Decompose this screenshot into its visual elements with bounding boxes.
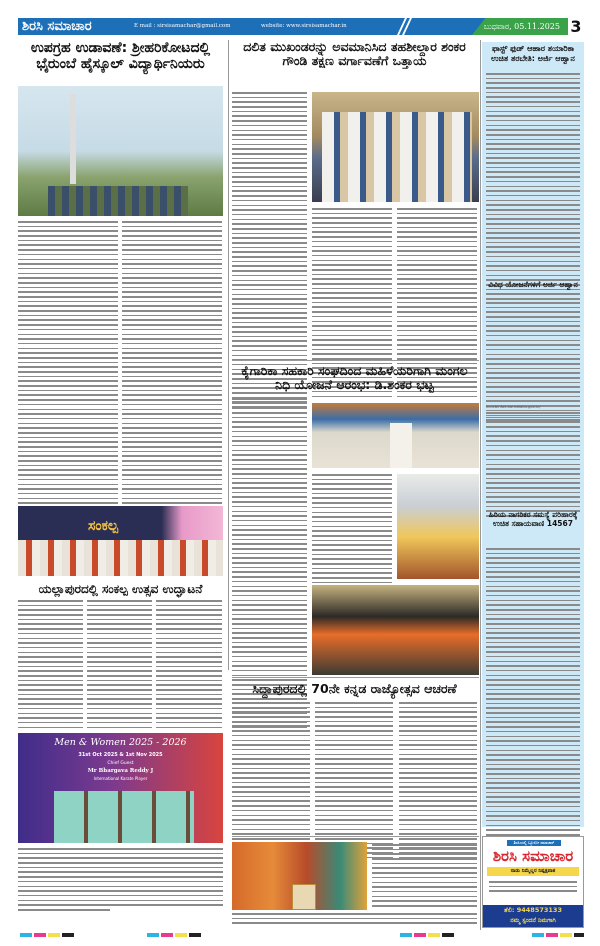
newspaper-ad [482,836,584,928]
article-body [372,844,477,910]
article-body [315,702,393,861]
article-body [87,600,152,731]
masthead [18,18,584,35]
ad-slogan: ನಮ್ಮ ಸ್ಪಂದನೆ ನಿಮಗಾಗಿ [510,917,556,924]
article-body [122,221,222,549]
reg-yellow [175,933,187,937]
reg-black [62,933,74,937]
sankalpa-banner-text: ಸಂಕಲ್ಪ [88,518,119,534]
page-number: 3 [568,18,584,35]
photo-students-launch [18,86,223,216]
reg-black [442,933,454,937]
article-body [232,702,310,861]
reg-yellow [560,933,572,937]
photo-cooperative-group [312,585,479,675]
sidebar-headline-fastfood[interactable]: ಫಾಸ್ಟ್ ಫುಡ್ ಆಹಾರ ತಯಾರಿಕಾ ಉಚಿತ ತರಬೇತಿ: ಅರ್ಜಿ ಆಹ್ವಾನ [491,44,575,63]
article-body [156,600,222,731]
website-link[interactable]: website: www.sirsisamachar.in [261,23,347,29]
reg-black [189,933,201,937]
newspaper-title: ಶಿರಸಿ ಸಮಾಚಾರ [22,19,92,34]
sidebar-body [486,412,580,520]
reg-magenta [414,933,426,937]
headline-mangala-nidhi[interactable]: ಕೈಗಾರಿಕಾ ಸಹಕಾರಿ ಸಂಘದಿಂದ ಮಹಿಳೆಯರಿಗಾಗಿ ಮಂಗಲ ನಿಧಿ ಯೋಜನೆ ಆರಂಭ: ಡಿ.ಶಂಕರ ಭಟ್ಟ [241,363,468,393]
photo-sankalpa-festival [18,506,223,576]
photo-dalit-delegation [312,92,479,202]
section-divider [232,360,479,361]
sidebar-body [486,73,580,307]
article-body [399,702,477,861]
headline-sankalpa[interactable]: ಯಲ್ಲಾಪುರದಲ್ಲಿ ಸಂಕಲ್ಪ ಉತ್ಸವ ಉದ್ಘಾಟನೆ [38,582,203,596]
column-divider [480,40,481,930]
article-body [18,600,83,731]
headline-rajyotsava[interactable]: ಸಿದ್ದಾಪುರದಲ್ಲಿ 70ನೇ ಕನ್ನಡ ರಾಜ್ಯೋತ್ಸವ ಆಚರಣೆ [252,681,457,696]
issue-date: ಬುಧವಾರ, 05.11.2025 [483,22,560,31]
sidebar-headline-schemes[interactable]: ವಿವಿಧ ಯೋಜನೆಗಳಿಗೆ ಅರ್ಜಿ ಆಹ್ವಾನ [488,280,578,289]
karate-banner-title: Men & Women 2025 - 2026 [54,737,187,748]
ad-top-label: ಶಿರಸಿಯಲ್ಲಿ ಬ್ಯೂರೋ ಸಮಾಚಾರ್ [507,840,561,846]
headline-dalit-leaders[interactable]: ದಲಿತ ಮುಖಂಡರನ್ನು ಅವಮಾನಿಸಿದ ತಹಶೀಲ್ದಾರ ಶಂಕರ ಗೌಂಡಿ ತಕ್ಷಣ ವರ್ಗಾವಣೆಗೆ ಒತ್ತಾಯ [243,39,466,69]
reg-magenta [546,933,558,937]
karate-banner-guest-name: Mr Bhargava Reddy J [87,768,154,774]
headline-satellite-launch[interactable]: ಉಪಗ್ರಹ ಉಡಾವಣೆ: ಶ್ರೀಹರಿಕೋಟದಲ್ಲಿ ಭೈರುಂಬೆ ಹೈಸ್ಕೂಲ್ ವಿದ್ಯಾರ್ಥಿನಿಯರು [30,40,211,73]
reg-cyan [147,933,159,937]
reg-magenta [34,933,46,937]
article-body [18,221,118,549]
ad-tagline: ನಾಡು ನಿಮ್ಮೆಲ್ಲರ ನಿಷ್ಪಕ್ಷಪಾತ [487,867,579,876]
ad-contact-band [483,905,583,927]
scheme-website-link[interactable]: kcdcbinfoe.karnataka.gov.in/ [486,404,541,409]
ad-body [489,881,577,895]
reg-cyan [20,933,32,937]
photo-cooperative-event [397,474,479,579]
article-body [18,848,223,914]
section-divider [232,677,479,678]
ad-newspaper-name: ಶಿರಸಿ ಸಮಾಚಾರ [492,847,574,865]
karate-banner-dates: 31st Oct 2025 & 1st Nov 2025 [78,752,163,758]
column-divider [228,40,229,670]
ad-phone[interactable]: ತೆಲಿ: 9448573133 [504,906,562,914]
reg-cyan [400,933,412,937]
email-link[interactable]: E mail : sirsisamachar@gmail.com [134,23,231,29]
sidebar-headline-helpline[interactable]: ಹಿರಿಯ ನಾಗರಿಕರ ಸಮಸ್ಯೆ ಪರಿಹಾರಕ್ಕೆ ಉಚಿತ ಸಹಾಯವಾಣಿ 14567 [488,510,578,528]
reg-black [574,933,584,937]
article-body [232,913,477,927]
photo-karate-team [18,733,223,843]
reg-yellow [48,933,60,937]
karate-banner-guest-role: International Karate Player [93,776,148,781]
sidebar-body [486,548,580,848]
section-divider [232,836,479,837]
reg-yellow [428,933,440,937]
reg-cyan [532,933,544,937]
karate-banner-chief-guest: Chief Guest [107,761,134,766]
photo-rajyotsava-celebration [232,842,367,910]
reg-magenta [161,933,173,937]
photo-cooperative-meeting [312,403,479,468]
